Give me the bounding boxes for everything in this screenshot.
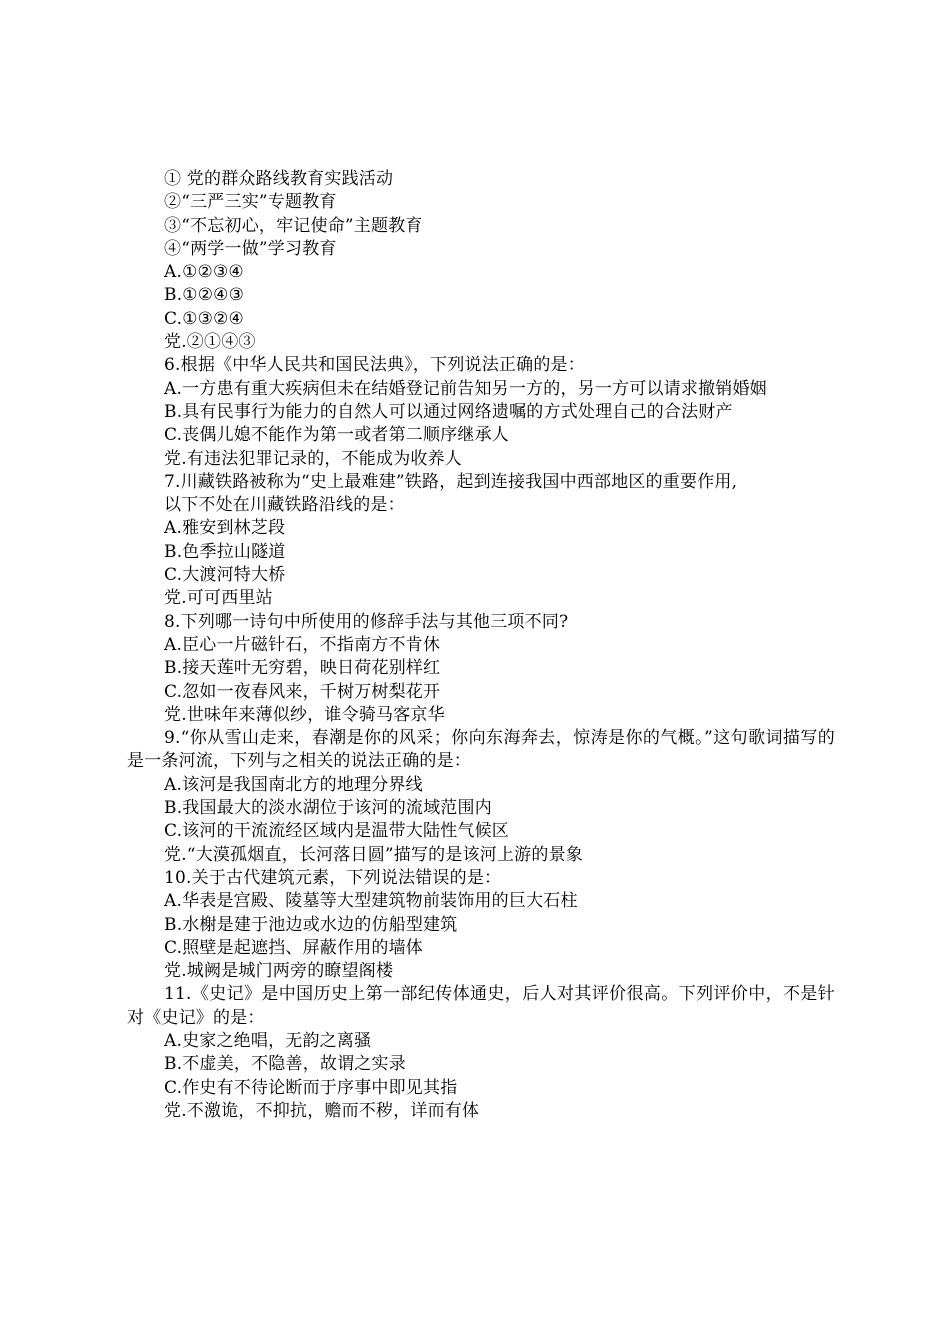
q11-option-a: A.史家之绝唱，无韵之离骚: [164, 1030, 372, 1051]
q7-option-d: 党.可可西里站: [164, 588, 273, 609]
q5-item-1: ① 党的群众路线教育实践活动: [164, 169, 394, 189]
q7-stem: 7.川藏铁路被称为“史上最难建”铁路，起到连接我国中西部地区的重要作用,: [164, 471, 738, 492]
q9-option-a: A.该河是我国南北方的地理分界线: [164, 774, 423, 795]
q5-item-4: ④“两学一做”学习教育: [164, 238, 337, 259]
q10-stem: 10.关于古代建筑元素，下列说法错误的是：: [164, 867, 502, 888]
q11-option-d: 党.不激诡，不抑抗，赡而不秽，详而有体: [164, 1100, 480, 1121]
q8-option-a: A.臣心一片磁针石，不指南方不肯休: [164, 634, 441, 655]
q11-option-c: C.作史有不待论断而于序事中即见其指: [164, 1077, 458, 1098]
q11-stem: 11.《史记》是中国历史上第一部纪传体通史，后人对其评价很高。下列评价中，不是针对《史记》的是：: [127, 984, 835, 1028]
q5-item-2: ②“三严三实”专题教育: [164, 192, 337, 213]
q8-option-b: B.接天莲叶无穷碧，映日荷花别样红: [164, 658, 441, 679]
q6-option-d: 党.有违法犯罪记录的，不能成为收养人: [164, 448, 463, 469]
q8-option-c: C.忽如一夜春风来，千树万树梨花开: [164, 681, 441, 702]
document-body: [127, 168, 835, 1123]
q5-option-b: B.①②④③: [164, 285, 245, 306]
q7-option-b: B.色季拉山隧道: [164, 541, 286, 562]
q7-option-c: C.大渡河特大桥: [164, 565, 286, 586]
q9-option-d: 党.“大漠孤烟直，长河落日圆”描写的是该河上游的景象: [164, 844, 583, 865]
q5-option-c: C.①③②④: [164, 308, 244, 329]
q9-stem: 9.“你从雪山走来，春潮是你的风采；你向东海奔去，惊涛是你的气概。”这句歌词描写的是一条河流，下列与之相关的说法正确的是：: [127, 728, 835, 772]
q8-stem: 8.下列哪一诗句中所使用的修辞手法与其他三项不同?: [164, 611, 569, 632]
q9-option-c: C.该河的干流流经区域内是温带大陆性气候区: [164, 821, 510, 842]
q6-option-b: B.具有民事行为能力的自然人可以通过网络遗嘱的方式处理自己的合法财产: [164, 401, 733, 422]
q9-option-b: B.我国最大的淡水湖位于该河的流域范围内: [164, 798, 492, 819]
q5-option-d: 党.②①④③: [164, 332, 256, 353]
q10-option-d: 党.城阙是城门两旁的瞭望阁楼: [164, 961, 394, 982]
q7-stem-continued: 以下不处在川藏铁路沿线的是：: [164, 495, 405, 516]
q7-option-a: A.雅安到林芝段: [164, 518, 286, 539]
q5-item-3: ③“不忘初心，牢记使命”主题教育: [164, 215, 423, 236]
q5-option-a: A.①②③④: [164, 262, 244, 283]
q6-option-a: A.一方患有重大疾病但未在结婚登记前告知另一方的，另一方可以请求撤销婚姻: [164, 378, 767, 399]
q6-stem: 6.根据《中华人民共和国民法典》，下列说法正确的是：: [164, 355, 585, 376]
q8-option-d: 党.世味年来薄似纱，谁令骑马客京华: [164, 704, 445, 725]
q10-option-b: B.水榭是建于池边或水边的仿船型建筑: [164, 914, 458, 935]
q10-option-c: C.照壁是起遮挡、屏蔽作用的墙体: [164, 937, 424, 958]
q10-option-a: A.华表是宫殿、陵墓等大型建筑物前装饰用的巨大石柱: [164, 891, 578, 912]
q11-option-b: B.不虚美，不隐善，故谓之实录: [164, 1054, 406, 1075]
q6-option-c: C.丧偶儿媳不能作为第一或者第二顺序继承人: [164, 425, 510, 446]
